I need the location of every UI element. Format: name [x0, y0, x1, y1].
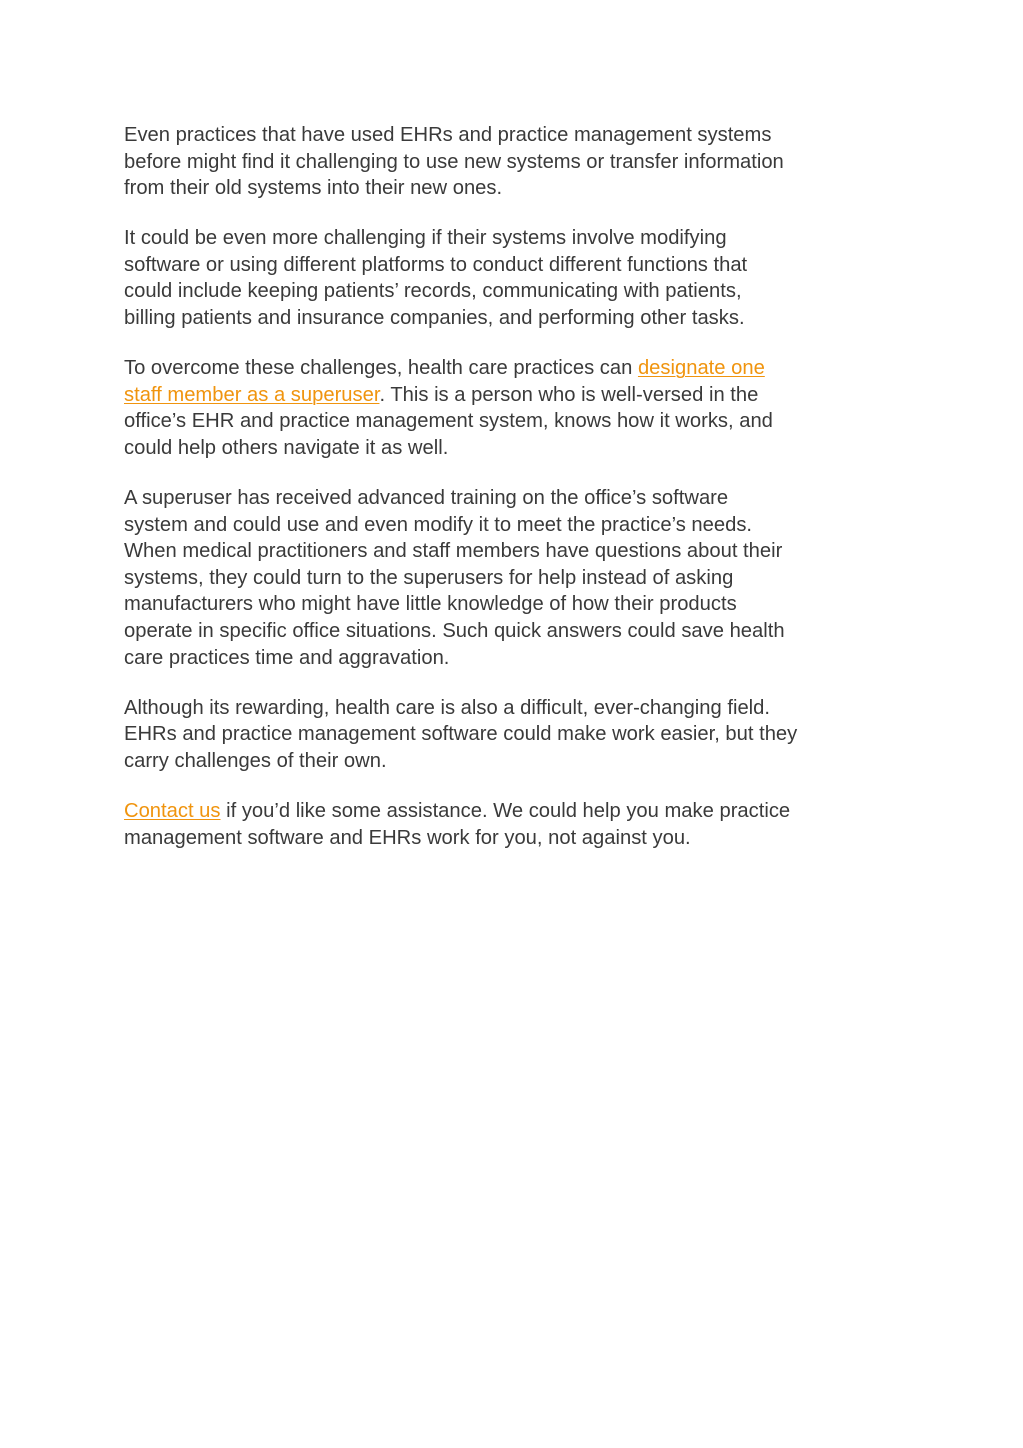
paragraph-4 [124, 485, 914, 671]
text-line: before might find it challenging to use new systems or transfer information [124, 150, 784, 173]
text-run: . This is a person who is well-versed in the [379, 383, 759, 406]
text-line: office’s EHR and practice management system, knows how it works, and [124, 410, 773, 433]
text-line [124, 355, 914, 382]
paragraph-3 [124, 355, 914, 461]
text-line: from their old systems into their new ones. [124, 177, 503, 200]
document-body [124, 122, 914, 875]
paragraph-5 [124, 695, 914, 775]
text-line: billing patients and insurance companies, and performing other tasks. [124, 307, 745, 330]
designate-superuser-link[interactable]: designate one [637, 357, 765, 380]
contact-us-link[interactable]: Contact us [124, 799, 221, 822]
text-line: When medical practitioners and staff members have questions about their [124, 540, 783, 563]
text-line: carry challenges of their own. [124, 749, 387, 772]
text-line: It could be even more challenging if their systems involve modifying [124, 227, 727, 250]
paragraph-6 [124, 798, 914, 851]
paragraph-2 [124, 225, 914, 331]
text-line: could include keeping patients’ records, communicating with patients, [124, 280, 742, 303]
text-run: if you’d like some assistance. We could help you make practice [220, 799, 791, 822]
text-line: software or using different platforms to conduct different functions that [124, 253, 748, 276]
text-line: system and could use and even modify it to meet the practice’s needs. [124, 513, 753, 536]
designate-superuser-link-continued[interactable]: staff member as a superuser [124, 383, 380, 406]
text-line: systems, they could turn to the superusers for help instead of asking [124, 566, 734, 589]
text-line: manufacturers who might have little knowledge of how their products [124, 593, 737, 616]
text-run: To overcome these challenges, health care practices can [124, 357, 638, 380]
text-line [124, 382, 914, 409]
text-line: EHRs and practice management software could make work easier, but they [124, 723, 798, 746]
text-line: could help others navigate it as well. [124, 436, 449, 459]
text-line: A superuser has received advanced training on the office’s software [124, 487, 729, 510]
text-line: Even practices that have used EHRs and practice management systems [124, 124, 772, 146]
text-line [124, 798, 914, 825]
text-line: Although its rewarding, health care is also a difficult, ever-changing field. [124, 696, 770, 719]
text-line: operate in specific office situations. Such quick answers could save health [124, 620, 785, 642]
text-line: management software and EHRs work for you, not against you. [124, 826, 691, 849]
paragraph-1 [124, 122, 914, 202]
text-line: care practices time and aggravation. [124, 646, 450, 669]
